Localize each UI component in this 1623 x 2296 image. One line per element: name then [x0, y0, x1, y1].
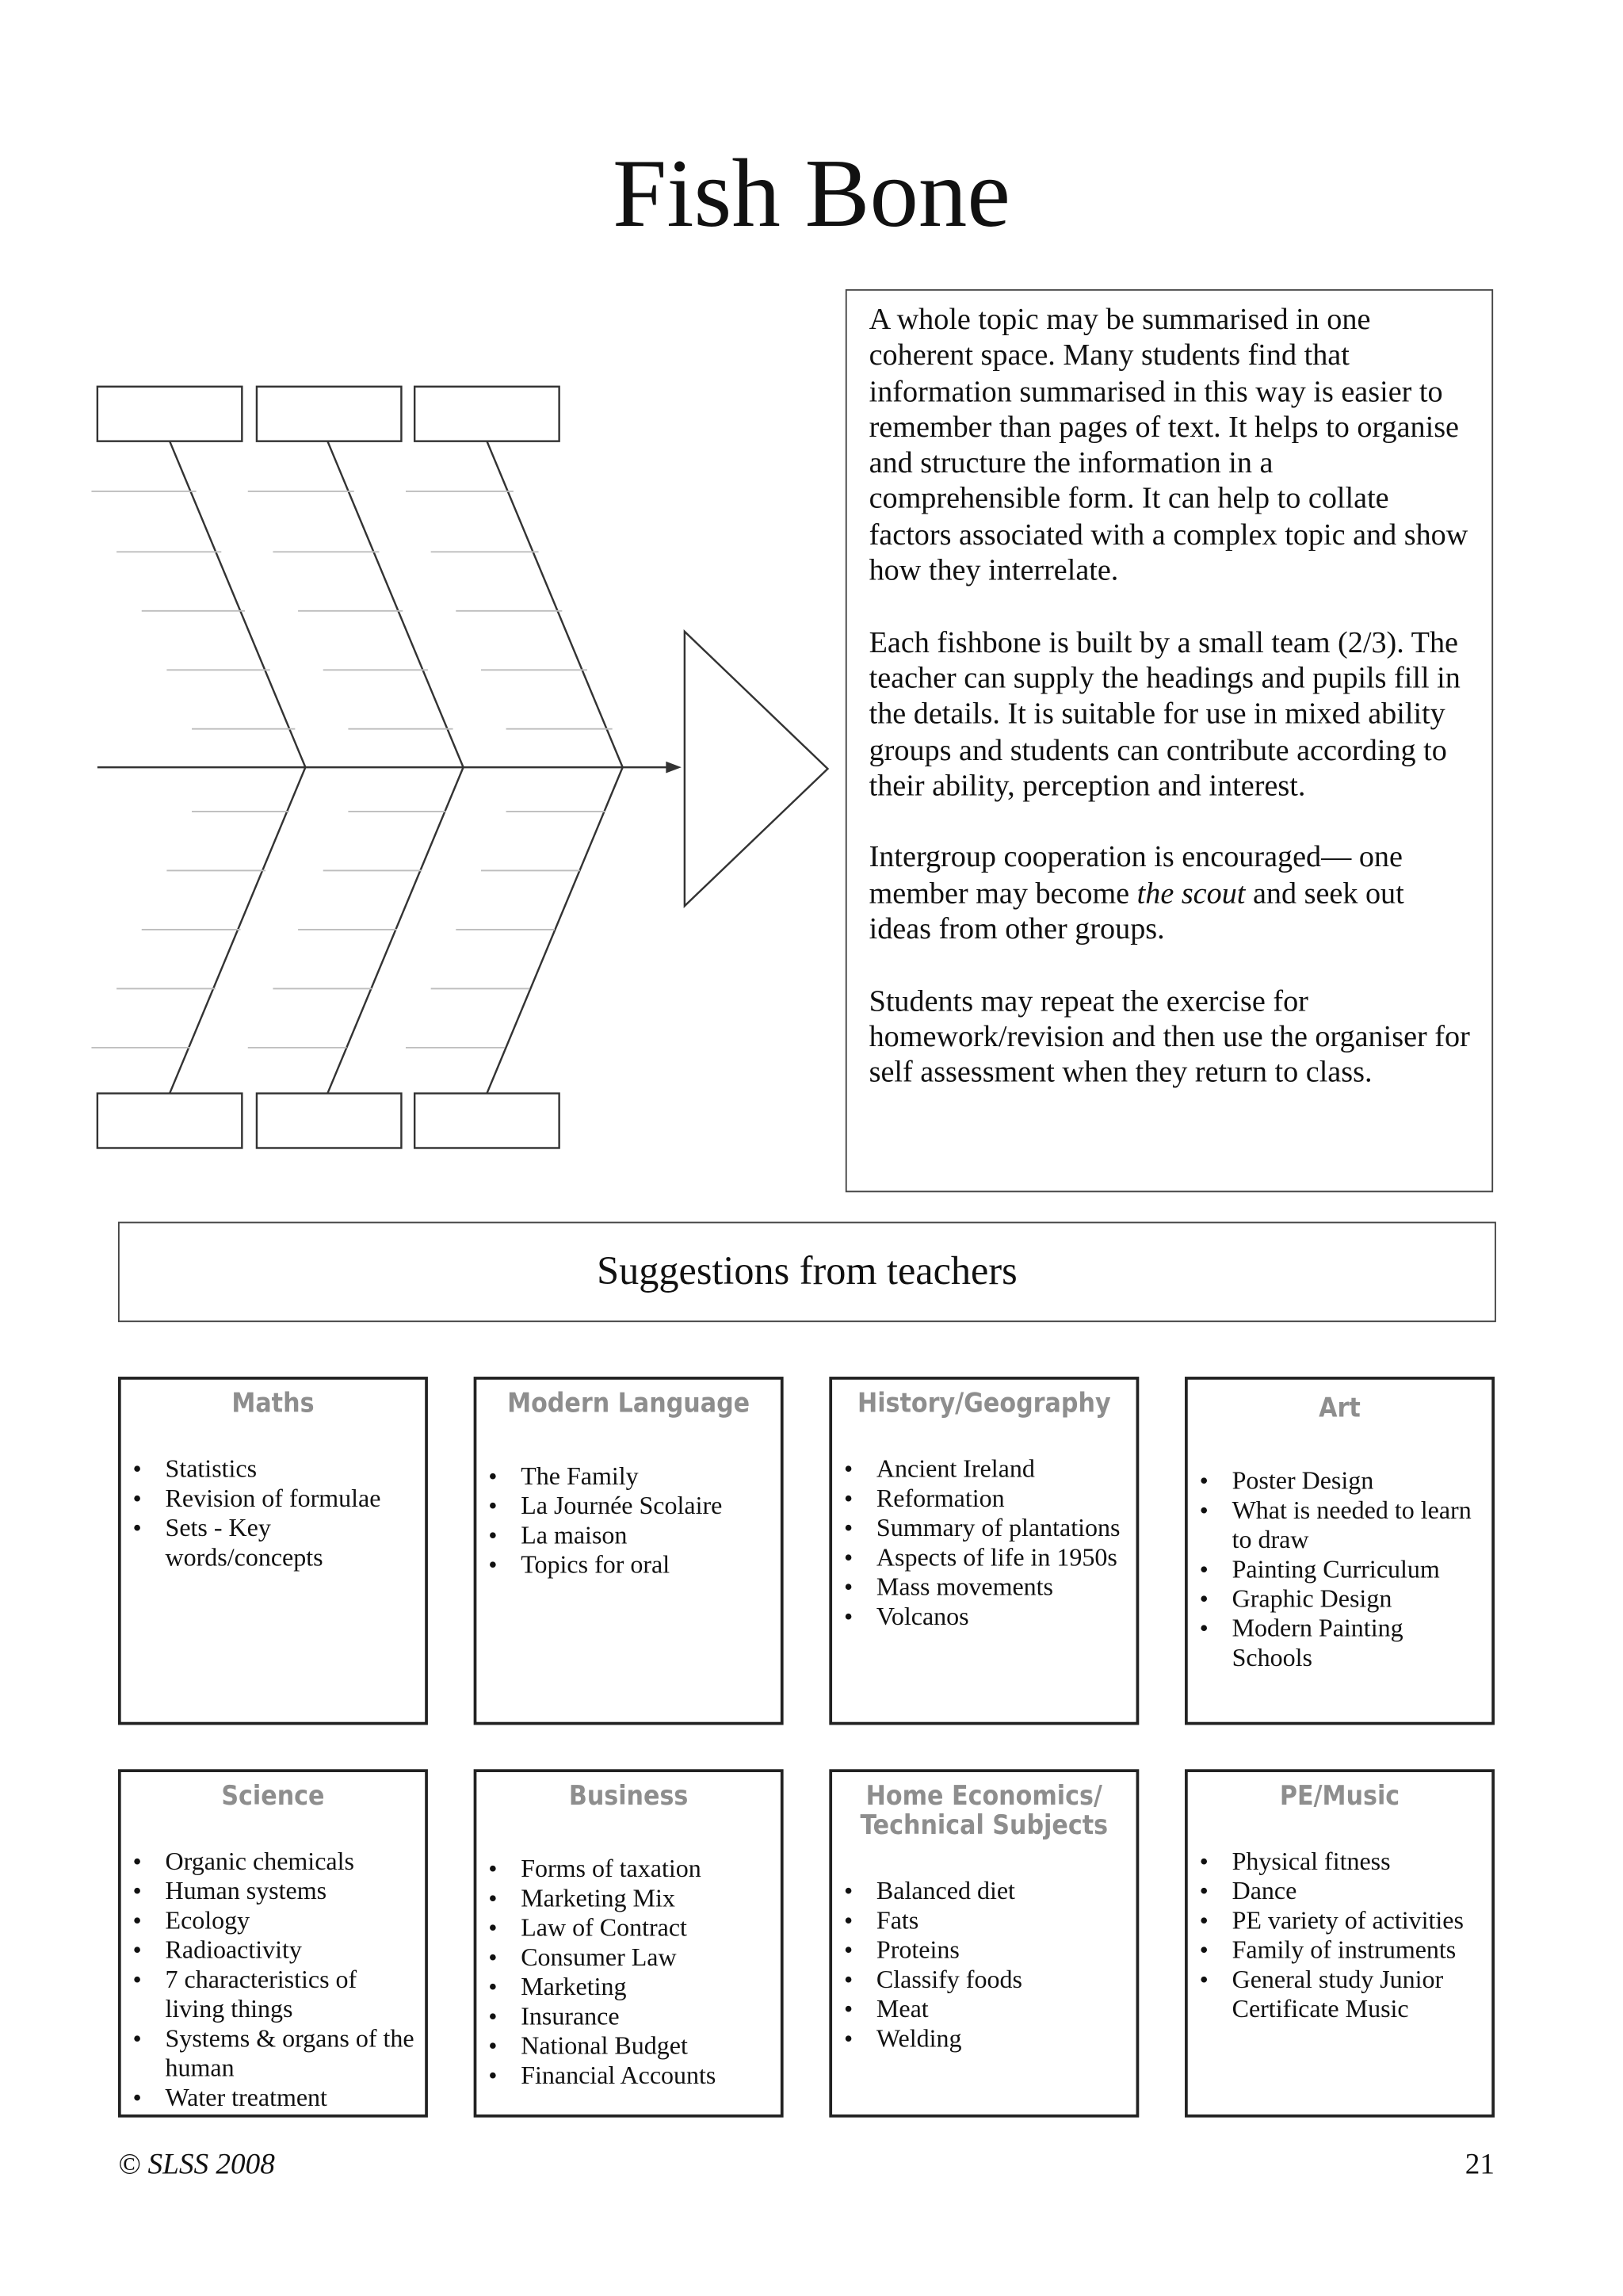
subject-card-list [1188, 1847, 1486, 2024]
subject-card-item: • Radioactivity [133, 1936, 419, 1966]
intro-paragraph-3 [869, 840, 1472, 948]
subject-card-item: • Welding [844, 2024, 1130, 2053]
subject-card-heading: Maths [231, 1388, 315, 1420]
subject-card [1185, 1769, 1495, 2117]
intro-paragraph-2: Each fishbone is built by a small team (2/3). The teacher can supply the headings and pupils fill in the details. It is suitable for use in mixed ability groups and students can contribute according to their ability, perception and interest. [869, 626, 1461, 803]
subject-card-item: • Physical fitness [1200, 1847, 1486, 1877]
subject-card-item: • Dance [1200, 1877, 1486, 1906]
copyright-notice: © SLSS 2008 [117, 2148, 275, 2181]
subject-card-list [121, 1847, 419, 2113]
subject-card-item: • Systems & organs of the human [133, 2024, 419, 2083]
subject-card-item: • La Journée Scolaire [488, 1492, 774, 1521]
subject-card [118, 1377, 428, 1725]
intro-paragraph-4: Students may repeat the exercise for homework/revision and then use the organiser for self assessment when they return to class. [869, 985, 1470, 1090]
upper-bone-3 [487, 441, 622, 767]
subject-card [474, 1377, 784, 1725]
subject-card-item: • Volcanos [844, 1603, 1130, 1632]
intro-paragraph-1: A whole topic may be summarised in one coherent space. Many students find that information summarised in this way is easier to remember than pages of text. It helps to organise and structure the information in a comprehensible form. It can help to collate factors associated with a complex topic and show how they interrelate. [869, 304, 1468, 588]
subject-card-list [121, 1455, 419, 1573]
subject-card-item: • Financial Accounts [488, 2061, 774, 2091]
intro-paragraph-3-emphasis: the scout [1136, 877, 1246, 911]
subject-card-heading: PE/Music [1279, 1781, 1400, 1813]
top-heading-box-2 [257, 387, 401, 441]
subject-card-item: • La maison [488, 1522, 774, 1551]
subject-card-item: • Revision of formulae [133, 1484, 419, 1514]
subject-card-item: • Aspects of life in 1950s [844, 1543, 1130, 1572]
bottom-heading-box-3 [414, 1094, 559, 1148]
subject-card-item: • Consumer Law [488, 1943, 774, 1973]
subject-card-item: • Insurance [488, 2002, 774, 2031]
subject-card [829, 1377, 1139, 1725]
subject-card-item: • PE variety of activities [1200, 1906, 1486, 1935]
subject-card-list [1188, 1467, 1486, 1674]
subject-card-item: • Statistics [133, 1455, 419, 1484]
subject-card-item: • Topics for oral [488, 1551, 774, 1580]
upper-bone-2 [327, 441, 463, 767]
intro-paragraph-3-start: Intergroup cooperation is encouraged— one member may become [869, 842, 1403, 911]
subject-card-item: • Family of instruments [1200, 1936, 1486, 1966]
subject-card-item: • Organic chemicals [133, 1847, 419, 1877]
subject-card-item: • Marketing Mix [488, 1885, 774, 1914]
spine-arrowhead [667, 763, 679, 772]
subject-card [829, 1769, 1139, 2117]
subject-card-item: • Water treatment [133, 2084, 419, 2113]
subject-card-item: • Forms of taxation [488, 1855, 774, 1884]
subject-card-item: • What is needed to learn to draw [1200, 1496, 1486, 1555]
subject-card-item: • 7 characteristics of living things [133, 1966, 419, 2024]
subject-card-item: • The Family [488, 1462, 774, 1492]
suggestions-heading: Suggestions from teachers [118, 1222, 1496, 1323]
bottom-heading-box-2 [257, 1094, 401, 1148]
subject-card [118, 1769, 428, 2117]
subject-card-item: • Modern Painting Schools [1200, 1614, 1486, 1673]
subject-card-item: • Sets - Key words/concepts [133, 1514, 419, 1572]
subject-card-item: • Summary of plantations [844, 1514, 1130, 1543]
subject-card-list [476, 1855, 774, 2091]
top-heading-box-1 [97, 387, 242, 441]
subject-card-item: • Classify foods [844, 1966, 1130, 1995]
subject-card-item: • National Budget [488, 2032, 774, 2061]
subject-card-item: • Ecology [133, 1906, 419, 1935]
subject-card-item: • Fats [844, 1906, 1130, 1935]
subject-card-item: • Reformation [844, 1484, 1130, 1514]
subject-card-item: • Mass movements [844, 1573, 1130, 1603]
subject-card-item: • Human systems [133, 1877, 419, 1906]
subject-card-item: • Graphic Design [1200, 1585, 1486, 1614]
subject-card-heading: Business [568, 1781, 689, 1813]
top-heading-box-3 [414, 387, 559, 441]
subject-card-list [832, 1455, 1130, 1632]
subject-card-item: • Marketing [488, 1973, 774, 2002]
subject-card-heading: Science [221, 1781, 325, 1813]
subject-card-item: • Meat [844, 1995, 1130, 2024]
intro-paragraph-3-end: and seek out ideas from other groups. [869, 877, 1404, 946]
subject-card-heading: Home Economics/ Technical Subjects [860, 1781, 1109, 1842]
subject-card-heading: History/Geography [857, 1388, 1111, 1420]
subject-card [1185, 1377, 1495, 1725]
subject-card-item: • Balanced diet [844, 1877, 1130, 1906]
fishbone-diagram [0, 0, 841, 1180]
detail-lines [91, 491, 612, 1048]
subject-card-heading: Art [1319, 1392, 1361, 1424]
subject-card-list [832, 1877, 1130, 2053]
subject-card-item: • Poster Design [1200, 1467, 1486, 1496]
subject-card-item: • Proteins [844, 1936, 1130, 1966]
subject-card-item: • Ancient Ireland [844, 1455, 1130, 1484]
subject-card-heading: Modern Language [507, 1388, 750, 1420]
subject-card-item: • Law of Contract [488, 1914, 774, 1943]
subject-card-item: • Painting Curriculum [1200, 1555, 1486, 1584]
subject-card-list [476, 1462, 774, 1580]
bottom-heading-box-1 [97, 1094, 242, 1148]
subject-card [474, 1769, 784, 2117]
upper-bone-1 [170, 441, 305, 767]
page-number: 21 [1465, 2148, 1495, 2181]
page-title: Fish Bone [613, 139, 1010, 248]
intro-text-box [846, 289, 1493, 1192]
fish-head [685, 632, 828, 906]
subject-card-item: • General study Junior Certificate Music [1200, 1966, 1486, 2024]
